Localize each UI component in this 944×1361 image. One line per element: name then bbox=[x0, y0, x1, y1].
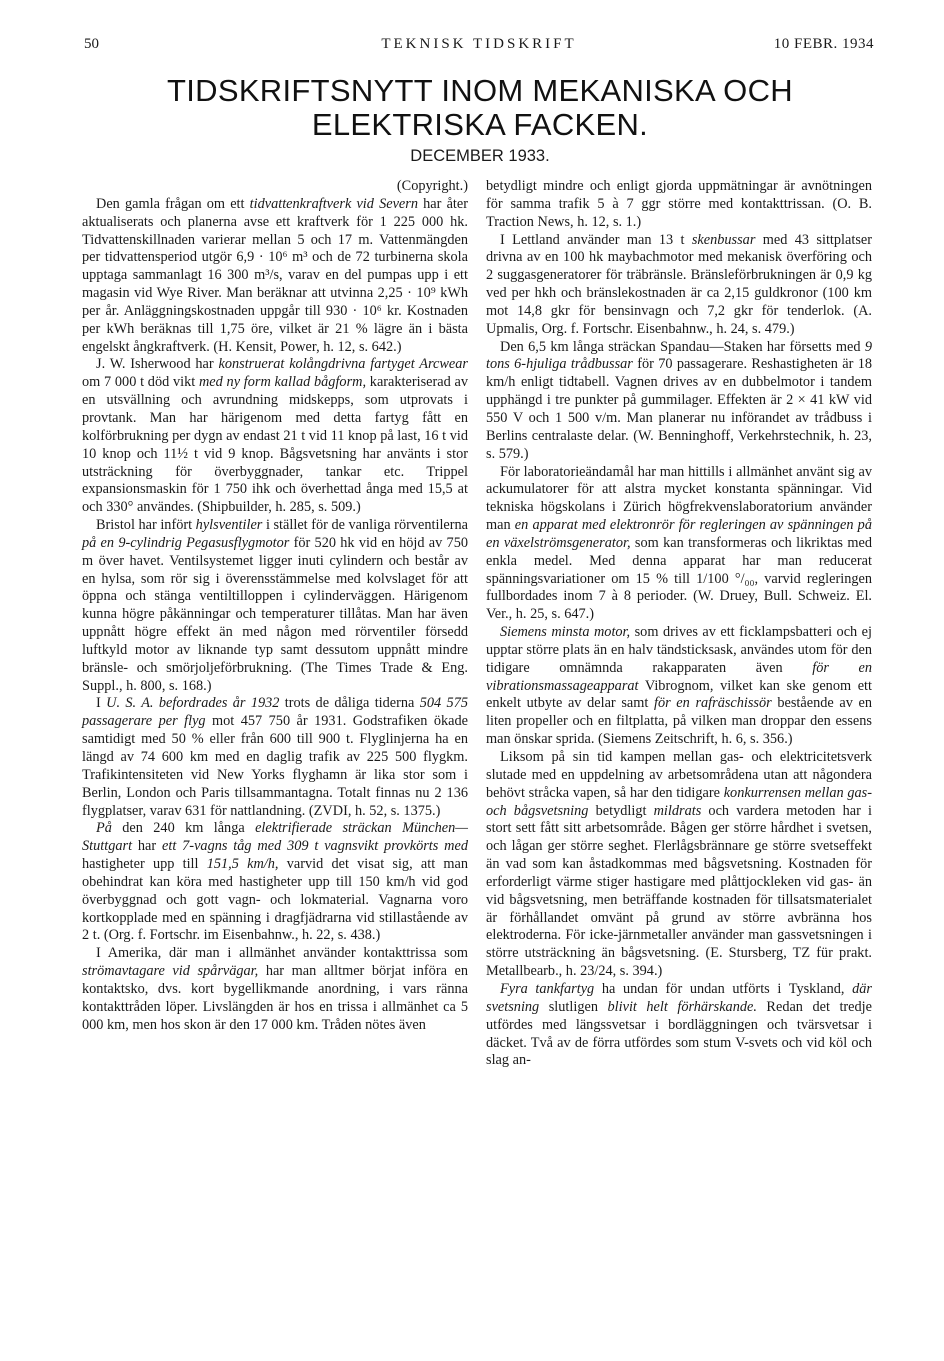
paragraph-tankfartyg: Fyra tankfartyg ha undan för undan utförts i Tyskland, där svetsning slutligen blivit helt förhärskande. Redan det tredje utfördes med längssvetsar i bordläggningen och tvärsvetsar i däcket. Två av de förra utfördes som stum V-svets och vid köl och slag an- bbox=[486, 980, 872, 1069]
paragraph-bristol: Bristol har infört hylsventiler i stället för de vanliga rörventilerna på en 9-cylindrig Pegasusflygmotor för 520 hk vid en höjd av 750 m över havet. Ventilsystemet ligger inuti cylindern och består av en hylsa, som rör sig i överensstämmelse med kolvslaget för att öppna och stänga ventiltilloppen i cylinderväggen. Härigenom kunna högre påkänningar och temperaturer tillåtas. Man har även uppnått högre effekt än med någon med rörventiler försedd luftkyld motor av liknande typ samt dessutom uppnått mindre bränsle- och smörjoljeförbrukning. (The Times Trade & Eng. Suppl., h. 800, s. 168.) bbox=[82, 517, 469, 694]
paragraph-siemens-motor: Siemens minsta motor, som drives av ett ficklampsbatteri och ej upptar större plats än en halv tändsticksask, användes utom för den tidigare omnämnda rakapparaten även för en vibrationsmassageapparat Vibrognom, vilket kan ske genom ett enkelt utbyte av delar samt för en rafräschissör bestående av en liten propeller och en filtplatta, på vilken man droppar den essens man önskar sprida. (Siemens Zeitschrift, h. 6, s. 356.) bbox=[486, 624, 873, 748]
article-title-line-2: ELEKTRISKA FACKEN. bbox=[311, 107, 649, 142]
issue-date: 10 FEBR. 1934 bbox=[773, 36, 874, 52]
journal-title: TEKNISK TIDSKRIFT bbox=[381, 36, 577, 52]
paragraph-severn: Den gamla frågan om ett tidvattenkraftverk vid Severn har åter aktualiserats och planerna avse ett kraftverk för 1 225 000 hk. Tidvattenskillnaden varierar mellan 5 och 17 m. Vattenmängden per tidvattensperiod utgör 6,9 · 10⁶ m³ och de 72 turbinerna skola upptaga sammanlagt 16 300 m³/s, varav en del pumpas upp i ett magasin vid Wye River. Man beräknar att utvinna 2,25 · 10⁹ kWh per år. Anläggningskostnaden uppgår till 930 · 10⁶ kr. Kostnaden per kWh beräknas till 1,75 öre, vilket är 21 % lägre än i bästa engelskt ångkraftverk. (H. Kensit, Power, h. 12, s. 642.) bbox=[82, 195, 468, 355]
paragraph-lettland: I Lettland använder man 13 t skenbussar med 43 sittplatser drivna av en 100 hk maybachmotor med mekanisk överföring och 2 suggasgeneratorer för träbränsle. Bränsleförbrukningen är 0,9 kg ved per hkh och bränslekostnaden är ca 2,15 guldkronor (100 km mot 14,8 gkr för bensinvagn och 7,2 gkr för tenderlok. (A. Upmalis, Org. f. Fortschr. Eisenbahnw., h. 24, s. 479.) bbox=[486, 231, 872, 337]
running-header bbox=[84, 36, 874, 58]
right-column bbox=[486, 178, 872, 1070]
copyright-note: (Copyright.) bbox=[396, 178, 468, 194]
paragraph-zurich-laboratory: För laboratorieändamål har man hittills i allmänhet använt sig av ackumulatorer för att alstra mycket konstanta spänningar. Vid tekniska högskolans i Zürich högfrekvenslaboratorium använder man en apparat med elektronrör för regleringen av spänningen på en växelströmsgenerator, som kan transformeras och likriktas med enkla medel. Med denna apparat har man reducerat spänningsvariationer om 15 % till 1/100 °/₀₀, varvid regleringen fullbordades inom 7 à 8 perioder. (W. Druey, Bull. Schweiz. El. Ver., h. 25, s. 647.) bbox=[486, 463, 872, 623]
paragraph-continuation: betydligt mindre och enligt gjorda uppmätningar är avnötningen för samma trafik 5 à 7 ggr större med kontakttrissan. (O. B. Traction News, h. 12, s. 1.) bbox=[486, 178, 872, 230]
article-title bbox=[110, 74, 850, 142]
page-number: 50 bbox=[84, 36, 99, 52]
paragraph-amerika-kontaktsko: I Amerika, där man i allmänhet använder kontakttrissa som strömavtagare vid spårvägar, har man alltmer börjat införa en kontaktsko, dvs. kort bygellikmande anordning, i vars ränna kontakttråden löper. Livslängden är hos en trissa i allmänhet ca 5 000 km, men hos skon är den 17 000 km. Tråden nötes även bbox=[82, 945, 468, 1033]
paragraph-welding: Liksom på sin tid kampen mellan gas- och elektricitetsverk slutade med en uppdelning av arbetsområdena utan att någondera behövt stråcka vapen, så har den tidigare konkurrensen mellan gas- och bågsvetsning betydligt mildrats och vardera metoden har i stort sett fått sitt arbetsområde. Bågen ger större hårdhet i svetsen, och lågan ger större seghet. Flerlågsbrännare ge större svetseffekt än vad som kan åstadkommas med bågsvetsning. Kostnaden för erforderligt värme stiger hastigare med plåttjockleken vid gas- än vid bågsvetsning, men beträffande kostnaden för tillsatsmaterialet är förhållandet omvänt på grund av större avbränna hos elektroderna. För icke-järnmetaller använder man gassvetsningen i större utsträckning än bågsvetsning. (E. Stursberg, TZ für prakt. Metallbearb., h. 23/24, s. 394.) bbox=[486, 749, 872, 980]
article-month: DECEMBER 1933. bbox=[410, 147, 550, 165]
article-title-line-1: TIDSKRIFTSNYTT INOM MEKANISKA OCH bbox=[167, 73, 793, 108]
paragraph-spandau-staken: Den 6,5 km långa sträckan Spandau—Staken har försetts med 9 tons 6-hjuliga trådbussar för 70 passagerare. Reshastigheten är 18 km/h enligt tidtabell. Vagnen drives av en dubbelmotor i tandem upphängd i tre punkter på gummilager. Effekten är 2 × 41 kW vid 550 V och 1 500 v/m. Man planerar nu införandet av trådbuss i Berlins centralaste delar. (W. Benninghoff, Verkehrstechnik, h. 23, s. 579.) bbox=[486, 338, 872, 462]
paragraph-munchen-stuttgart: På den 240 km långa elektrifierade sträckan München—Stuttgart har ett 7-vagns tåg med 309 t vagnsvikt provkörts med hastigheter upp till 151,5 km/h, varvid det visat sig, att man obehindrat kan köra med hastigheter upp till 150 km/h vid god överbyggnad och gott vagn- och lokmaterial. Vagnarna voro kortkopplade med en spänning i dragfjädrarna vid stillastående av 2 t. (Org. f. Fortschr. im Eisenbahnw., h. 22, s. 438.) bbox=[82, 820, 469, 944]
paragraph-usa-aviation: I U. S. A. befordrades år 1932 trots de dåliga tiderna 504 575 passagerare per flyg mot 457 750 år 1931. Godstrafiken ökade samtidigt med 50 % eller från 600 till 900 t. Flyglinjerna ha en längd av 74 600 km med en daglig trafik av 225 500 flygkm. Trafikintensiteten vid New Yorks flyghamn är lika stor som i Berlin, London och Paris tillsammantagna. Totalt finnas nu 2 136 flygplatser, varav 631 för nattlandning. (ZVDI, h. 52, s. 1375.) bbox=[82, 695, 468, 819]
paragraph-arcwear: J. W. Isherwood har konstruerat kolångdrivna fartyget Arcwear om 7 000 t död vikt med ny form kallad bågform, karakteriserad av en utsvällning och avrundning midskepps, som utprovats i provtank. Man har härigenom med detta fartyg fått en kolförbrukning per dygn av endast 21 t vid 11 knop på last, 16 t vid 10 knop och 11½ t vid 9 knop. Bågsvetsning har använts i stor utsträckning för överbyggnader, tankar etc. Trippel expansionsmaskin för 1 750 ihk och överhettad ånga med 15,5 at och 330° användes. (Shipbuilder, h. 285, s. 509.) bbox=[82, 356, 468, 516]
left-column bbox=[82, 178, 468, 1035]
